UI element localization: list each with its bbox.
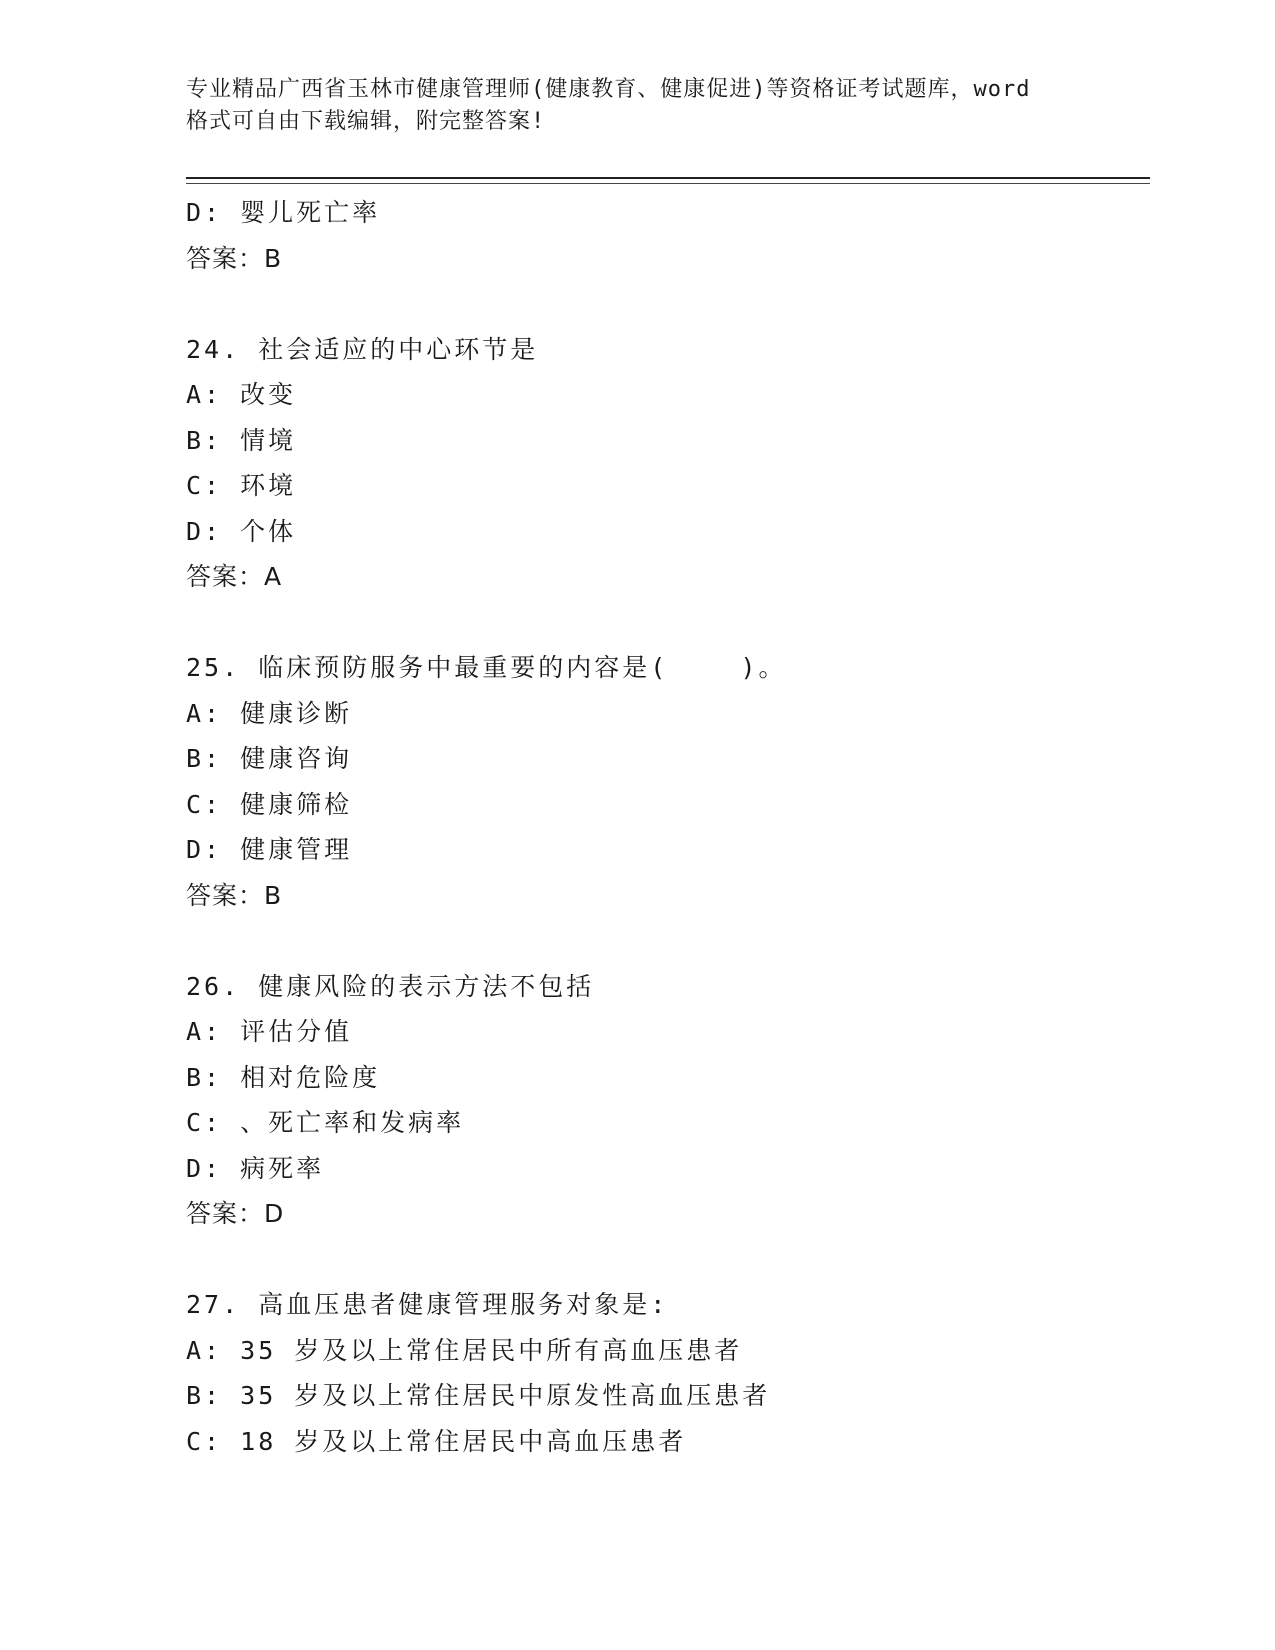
option-b: B: 健康咨询 [186, 744, 353, 773]
option-b: B: 相对危险度 [186, 1062, 381, 1092]
header-divider-thin [186, 183, 1150, 184]
option-c: C: 健康筛检 [186, 789, 353, 819]
document-header [186, 74, 1086, 138]
question-list [186, 190, 1146, 1464]
option-c: C: 环境 [186, 471, 297, 500]
question-27 [186, 1282, 1146, 1464]
spacer [186, 1237, 1146, 1283]
question-text: 27. 高血压患者健康管理服务对象是: [186, 1290, 669, 1319]
option-c: C: 18 岁及以上常住居民中高血压患者 [186, 1426, 687, 1456]
option-a: A: 健康诊断 [186, 698, 353, 728]
option-d: D: 健康管理 [186, 835, 353, 864]
spacer [186, 281, 1146, 327]
answer: 答案：B [186, 880, 283, 910]
question-text: 26. 健康风险的表示方法不包括 [186, 971, 595, 1001]
option-d: D: 病死率 [186, 1153, 325, 1183]
answer: 答案：B [186, 243, 283, 273]
question-24 [186, 327, 1146, 600]
header-divider-thick [186, 177, 1150, 179]
option-a: A: 35 岁及以上常住居民中所有高血压患者 [186, 1335, 743, 1365]
option-a: A: 改变 [186, 380, 297, 409]
option-c: C: 、死亡率和发病率 [186, 1108, 465, 1137]
option-d: D: 婴儿死亡率 [186, 198, 381, 227]
question-text: 25. 临床预防服务中最重要的内容是( )。 [186, 653, 787, 682]
spacer [186, 600, 1146, 646]
question-text: 24. 社会适应的中心环节是 [186, 334, 539, 364]
option-b: B: 情境 [186, 425, 297, 455]
header-line-1: 专业精品广西省玉林市健康管理师(健康教育、健康促进)等资格证考试题库，word [186, 77, 1031, 102]
question-23-tail [186, 190, 1146, 281]
question-25 [186, 645, 1146, 918]
option-b: B: 35 岁及以上常住居民中原发性高血压患者 [186, 1381, 771, 1410]
answer: 答案：A [186, 562, 283, 591]
option-d: D: 个体 [186, 516, 297, 546]
spacer [186, 918, 1146, 964]
header-line-2: 格式可自由下载编辑，附完整答案! [186, 109, 546, 134]
answer: 答案：D [186, 1199, 285, 1228]
question-26 [186, 964, 1146, 1237]
option-a: A: 评估分值 [186, 1017, 353, 1046]
